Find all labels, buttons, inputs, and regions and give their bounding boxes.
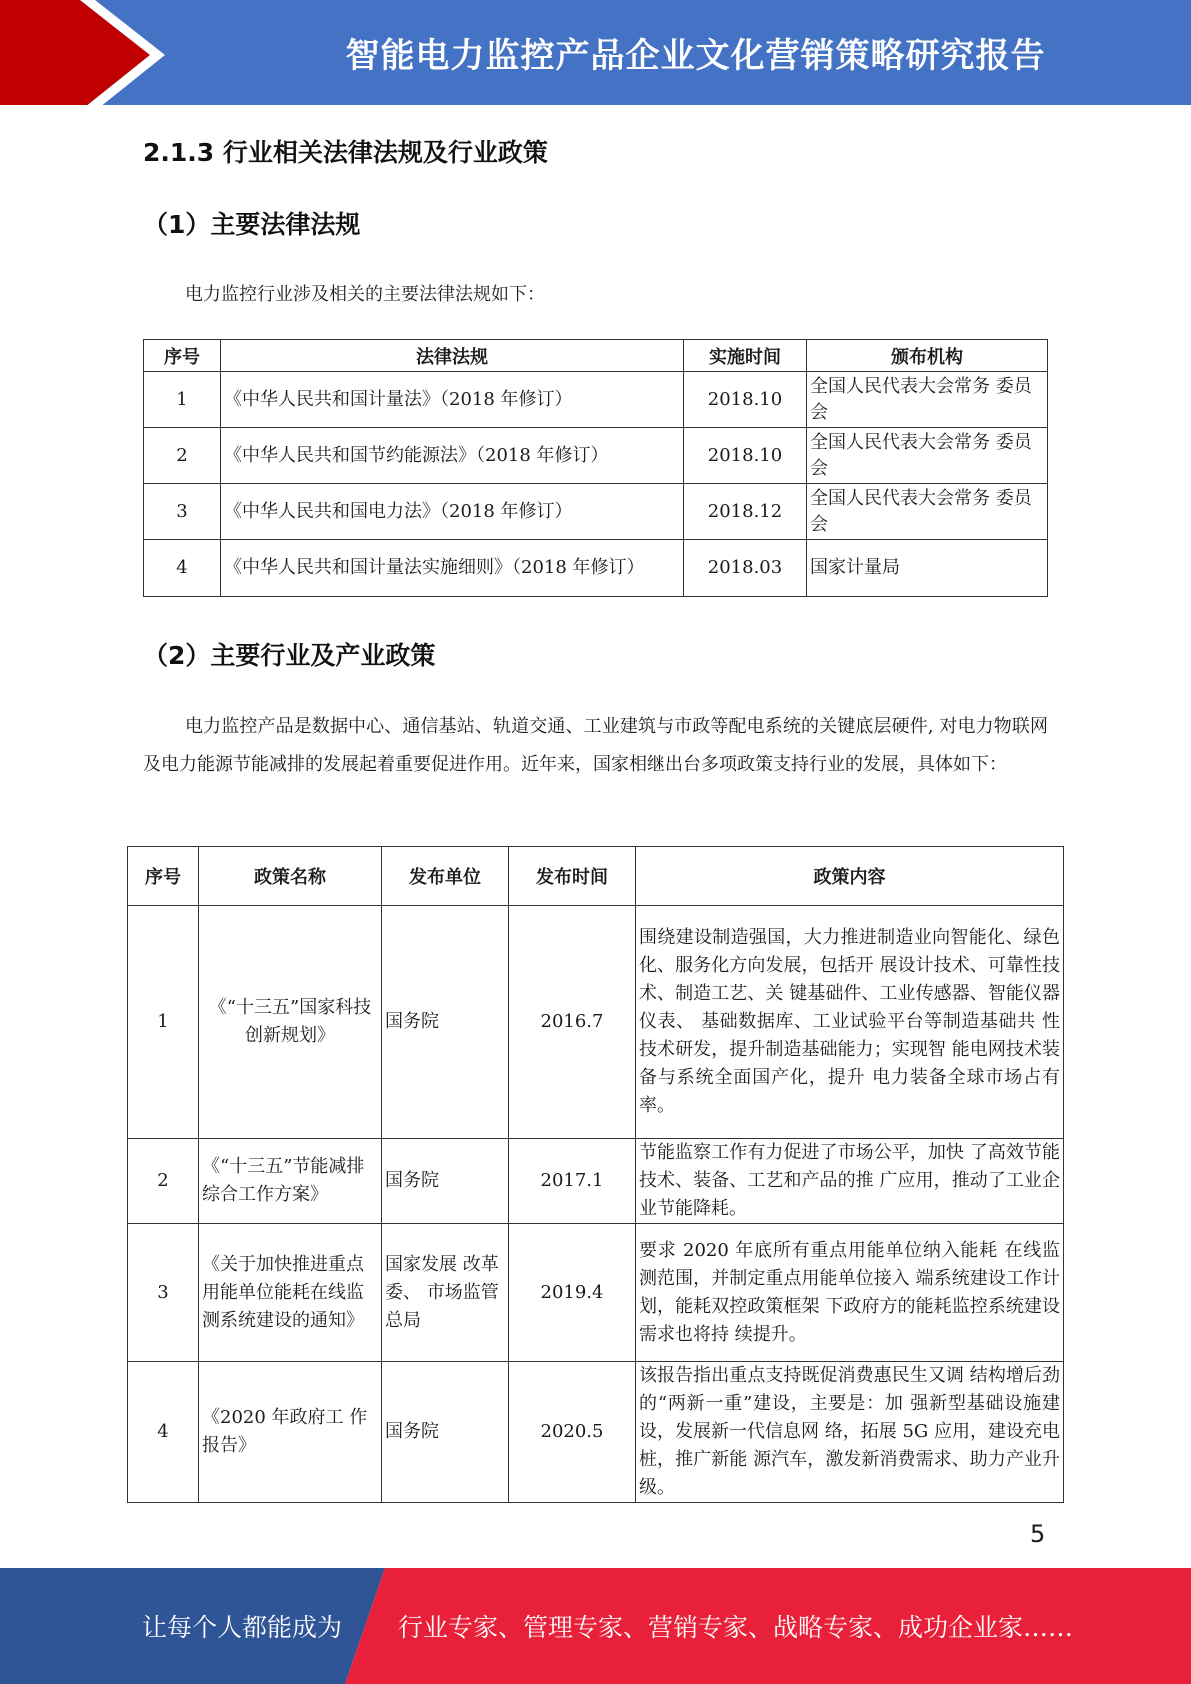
page-footer: [0, 1568, 1191, 1684]
policy-content: 围绕建设制造强国，大力推进制造业向智能化、绿色化、服务化方向发展，包括开 展设计技术、可靠性技术、制造工艺、关 键基础件、工业传感器、智能仪器仪表、 基础数据库、工业试验平台等制造基础共 性技术研发，提升制造基础能力；实现智 能电网技术装备与系统全面国产化，提升 电力装备全球市场占有率。: [636, 906, 1064, 1139]
policy-content: 该报告指出重点支持既促消费惠民生又调 结构增后劲的“两新一重”建设，主要是：加 强新型基础设施建设，发展新一代信息网 络，拓展 5G 应用，建设充电桩，推广新能 源汽车，激发新消费需求、助力产业升级。: [636, 1362, 1064, 1503]
table-row: [144, 372, 1048, 428]
policy-issuer: 国务院: [382, 1139, 509, 1224]
law-issuer: 国家计量局: [807, 540, 1048, 597]
table-row: [144, 484, 1048, 540]
header-bottom-line: [0, 105, 1191, 111]
law-name: 《中华人民共和国电力法》（2018 年修订）: [221, 484, 684, 540]
table-row: [128, 1362, 1064, 1503]
laws-table: [143, 339, 1048, 597]
policies-heading: （2）主要行业及产业政策: [143, 641, 436, 670]
header-red-arrow: [0, 0, 150, 111]
policy-name: 《“十三五”节能减排综合工作方案》: [199, 1139, 382, 1224]
law-no: 3: [144, 484, 221, 540]
policy-name: 《2020 年政府工 作报告》: [199, 1362, 382, 1503]
table-header-row: [144, 340, 1048, 372]
law-name: 《中华人民共和国节约能源法》（2018 年修订）: [221, 428, 684, 484]
table-row: [128, 1139, 1064, 1224]
table-row: [128, 1224, 1064, 1362]
policy-content: 节能监察工作有力促进了市场公平，加快 了高效节能技术、装备、工艺和产品的推 广应用，推动了工业企业节能降耗。: [636, 1139, 1064, 1224]
policy-date: 2016.7: [509, 906, 636, 1139]
law-no: 4: [144, 540, 221, 597]
policy-name: 《“十三五”国家科技创新规划》: [199, 906, 382, 1139]
law-no: 1: [144, 372, 221, 428]
policy-name: 《关于加快推进重点用能单位能耗在线监测系统建设的通知》: [199, 1224, 382, 1362]
law-issuer: 全国人民代表大会常务 委员会: [807, 484, 1048, 540]
law-name: 《中华人民共和国计量法》（2018 年修订）: [221, 372, 684, 428]
footer-slogan-right: 行业专家、管理专家、营销专家、战略专家、成功企业家……: [398, 1613, 1074, 1642]
section-title: 2.1.3 行业相关法律法规及行业政策: [143, 138, 548, 167]
policy-content: 要求 2020 年底所有重点用能单位纳入能耗 在线监测范围，并制定重点用能单位接入 端系统建设工作计划，能耗双控政策框架 下政府方的能耗监控系统建设需求也将持 续提升。: [636, 1224, 1064, 1362]
column-header: 颁布机构: [807, 340, 1048, 372]
law-date: 2018.10: [684, 428, 807, 484]
policy-date: 2017.1: [509, 1139, 636, 1224]
page-number: 5: [1030, 1520, 1046, 1548]
table-row: [144, 540, 1048, 597]
law-date: 2018.12: [684, 484, 807, 540]
policy-issuer: 国务院: [382, 1362, 509, 1503]
policy-no: 1: [128, 906, 199, 1139]
law-no: 2: [144, 428, 221, 484]
column-header: 序号: [144, 340, 221, 372]
law-issuer: 全国人民代表大会常务 委员会: [807, 372, 1048, 428]
policy-date: 2020.5: [509, 1362, 636, 1503]
column-header: 序号: [128, 847, 199, 906]
column-header: 实施时间: [684, 340, 807, 372]
column-header: 政策名称: [199, 847, 382, 906]
column-header: 发布时间: [509, 847, 636, 906]
column-header: 发布单位: [382, 847, 509, 906]
column-header: 法律法规: [221, 340, 684, 372]
policy-no: 2: [128, 1139, 199, 1224]
column-header: 政策内容: [636, 847, 1064, 906]
law-issuer: 全国人民代表大会常务 委员会: [807, 428, 1048, 484]
table-row: [128, 906, 1064, 1139]
policy-no: 4: [128, 1362, 199, 1503]
report-title: 智能电力监控产品企业文化营销策略研究报告: [345, 36, 1046, 76]
table-row: [144, 428, 1048, 484]
policy-date: 2019.4: [509, 1224, 636, 1362]
policies-table: [127, 846, 1064, 1503]
policy-issuer: 国务院: [382, 906, 509, 1139]
table-header-row: [128, 847, 1064, 906]
law-date: 2018.03: [684, 540, 807, 597]
policy-no: 3: [128, 1224, 199, 1362]
law-name: 《中华人民共和国计量法实施细则》（2018 年修订）: [221, 540, 684, 597]
policy-issuer: 国家发展 改革委、 市场监管 总局: [382, 1224, 509, 1362]
laws-intro: 电力监控行业涉及相关的主要法律法规如下：: [185, 284, 545, 305]
policies-intro: 电力监控产品是数据中心、通信基站、轨道交通、工业建筑与市政等配电系统的关键底层硬件, 对电力物联网及电力能源节能减排的发展起着重要促进作用。近年来，国家相继出台多项政策支持行业的发展，具体如下：: [143, 716, 1048, 775]
law-date: 2018.10: [684, 372, 807, 428]
page-header: [0, 0, 1191, 111]
laws-heading: （1）主要法律法规: [143, 210, 361, 239]
footer-slogan-left: 让每个人都能成为: [142, 1613, 343, 1642]
